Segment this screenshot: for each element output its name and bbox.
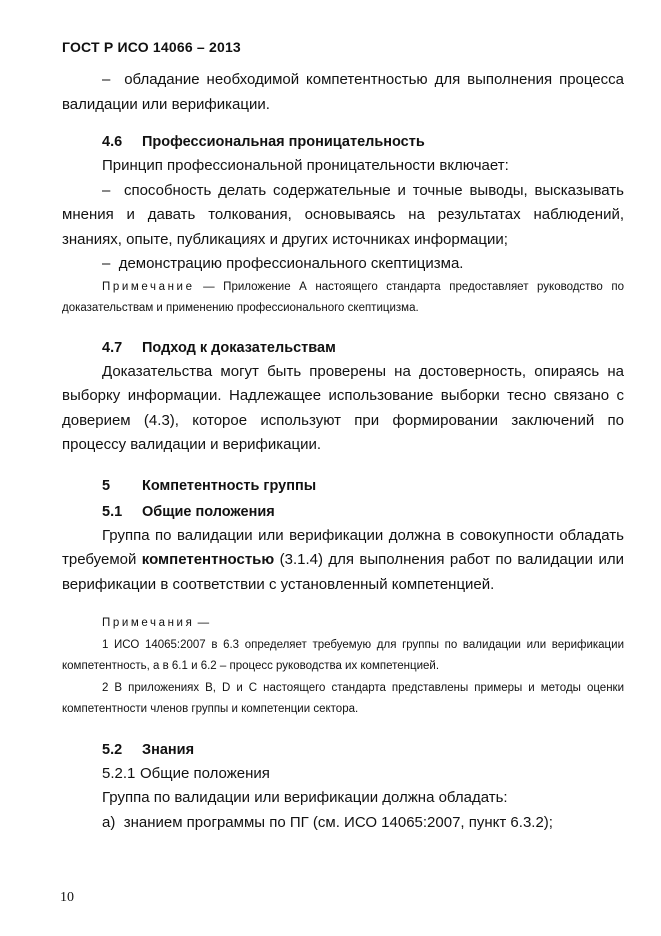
list-item: [62, 252, 624, 277]
section-title: Компетентность группы: [142, 477, 317, 494]
section-title: Подход к доказательствам: [142, 339, 336, 356]
list-item-text: демонстрацию профессионального скептицизма.: [118, 255, 464, 272]
section-number: 5.1: [102, 503, 123, 520]
list-item-text: способность делать содержательные и точные выводы, высказывать мнения и давать толкования, основываясь на результатах наблюдений, знаниях, опыте, публикациях и других источниках информации;: [62, 181, 624, 248]
note-label: Примечание: [102, 280, 195, 293]
section-number: 4.6: [102, 134, 123, 150]
section-number: 5.2: [102, 741, 123, 758]
paragraph: Доказательства могут быть проверены на достоверность, опираясь на выборку информации. Надлежащее использование выборки тесно связано с доверием (4.3), которое используют при формировании заключений по процессу валидации и верификации.: [62, 362, 624, 453]
list-dash: –: [102, 255, 111, 272]
list-dash: –: [102, 71, 111, 88]
text-run: Группа по валидации или верификации должна в совокупности обладать требуемой: [62, 526, 624, 568]
list-item: [62, 811, 624, 836]
list-item-text: знанием программы по ПГ (см. ИСО 14065:2007, пункт 6.3.2);: [123, 813, 553, 831]
note: 1 ИСО 14065:2007 в 6.3 определяет требуемую для группы по валидации или верификации компетентность, а в 6.1 и 6.2 – процесс руководства их компетенцией.: [62, 638, 624, 672]
notes-dash: —: [194, 617, 210, 629]
notes-label: Примечания: [102, 617, 195, 629]
page-number: 10: [60, 890, 74, 905]
text-run: (3.1.4) для выполнения работ по валидации или верификации в соответствии с установленный компетенцией.: [62, 551, 624, 593]
note: [62, 277, 624, 320]
list-item-text: обладание необходимой компетентностью для выполнения процесса валидации или верификации.: [62, 71, 624, 113]
document-header: ГОСТ Р ИСО 14066 – 2013: [62, 39, 241, 55]
section-heading-4-7: [62, 336, 624, 360]
subsection-number: 5.2.1: [102, 764, 136, 782]
paragraph: Принцип профессиональной проницательности включает:: [102, 157, 509, 174]
section-title: Общие положения: [142, 503, 275, 520]
section-heading-5: [62, 474, 624, 498]
paragraph: Группа по валидации или верификации должна обладать:: [102, 789, 508, 806]
section-number: 5: [102, 477, 111, 494]
note: 2 В приложениях В, D и С настоящего стандарта представлены примеры и методы оценки компетентности членов группы и компетенции сектора.: [62, 681, 624, 715]
list-marker: а): [102, 813, 116, 831]
list-item: [62, 68, 624, 117]
paragraph: [62, 524, 624, 598]
subsection-title: Общие положения: [140, 764, 270, 782]
page-content: [62, 68, 624, 835]
section-heading-5-2: [62, 738, 624, 762]
section-number: 4.7: [102, 339, 123, 356]
subsection-heading: [62, 762, 624, 787]
section-title: Профессиональная проницательность: [142, 134, 425, 150]
note-text: — Приложение А настоящего стандарта предоставляет руководство по доказательствам и применению профессионального скептицизма.: [62, 280, 624, 314]
section-title: Знания: [142, 741, 195, 758]
section-heading-5-1: [62, 500, 624, 524]
notes-heading: [62, 613, 624, 635]
list-dash: –: [102, 181, 111, 199]
term-link: компетентностью: [141, 551, 275, 568]
section-heading-4-6: [62, 130, 624, 154]
list-item: [62, 179, 624, 253]
